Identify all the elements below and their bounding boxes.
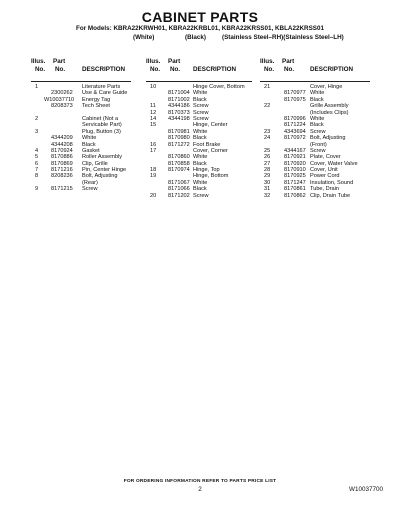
part-number: 4344167 [284,147,306,154]
document-number: W10037700 [349,486,383,493]
part-number: 8170924 [51,147,73,154]
part-description: Insulation, Sound [310,179,354,186]
part-number: 8171224 [284,122,306,129]
part-description: Hinge, Bottom [193,173,229,180]
part-number: 8170920 [284,160,306,167]
illus-number: 5 [35,154,39,161]
part-description: (Includes Clips) [310,109,349,116]
header-rule [146,81,252,82]
header-illus-1: Illus. [260,58,275,65]
illus-number: 6 [35,160,39,167]
part-number: 8171216 [51,167,73,174]
illus-number: 9 [35,186,39,193]
illus-number: 25 [264,147,271,154]
part-number: 8170925 [284,173,306,180]
part-description: Screw [193,109,209,116]
header-illus-2: No. [35,65,46,73]
header-description: DESCRIPTION [310,65,354,73]
part-number: 8170860 [168,154,190,161]
illus-number: 1 [35,84,39,90]
part-description: Black [193,186,207,193]
illus-number: 29 [264,173,271,180]
header-illus-1: Illus. [146,58,161,65]
part-number: 8171067 [168,179,190,186]
parts-rows [260,84,370,199]
illus-number: 11 [150,103,156,110]
part-description: Hinge, Top [193,167,220,174]
part-description: Bolt, Adjusting [82,173,118,180]
part-description: White [193,90,208,97]
illus-number: 24 [264,135,271,142]
part-description: Clip, Grille [82,160,108,167]
illus-number: 27 [264,160,271,167]
illus-number: 8 [35,173,39,180]
illus-number: 12 [150,109,157,116]
part-description: Literature Parts [82,84,121,90]
illus-number: 4 [35,147,39,154]
part-description: Screw [193,115,209,122]
part-number: 8171066 [168,186,190,193]
part-description: Power Cord [310,173,340,180]
illus-number: 32 [264,192,271,199]
parts-column-2 [146,58,252,199]
part-description: Bolt, Adjusting [310,135,346,142]
illus-number: 30 [264,179,271,186]
header-part-2: No. [55,65,66,73]
part-description: (Rear) [82,179,98,186]
header-illus-1: Illus. [31,58,46,65]
part-number: 8170869 [51,160,73,167]
part-description: Tube, Drain [310,186,340,193]
part-description: Black [82,141,96,148]
part-number: 4343694 [284,128,306,135]
part-number: 8170858 [168,160,190,167]
part-description: Cabinet (Not a [82,115,119,122]
illus-number: 16 [150,141,157,148]
part-number: 8170862 [284,192,306,199]
part-description: Use & Care Guide [82,90,128,97]
part-description: White [82,135,97,142]
illus-number: 21 [264,84,271,90]
part-description: Plate, Cover [310,154,341,161]
header-rule [31,81,131,82]
illus-number: 17 [150,147,157,154]
part-description: Cover, Unit [310,167,338,174]
part-number: 8170974 [168,167,190,174]
models-line: For Models: KBRA22KRWH01, KBRA22KRBL01, KBRA22KRSS01, KBLA22KRSS01 [76,25,324,32]
part-description: Hinge, Center [193,122,228,129]
part-number: 2300262 [51,90,73,97]
illus-number: 10 [150,84,157,90]
part-number: 8171004 [168,90,190,97]
part-number: 8208373 [51,103,73,110]
page-number: 2 [198,486,202,493]
table-row [260,193,370,199]
illus-number: 31 [264,186,271,193]
part-description: Tech Sheet [82,103,110,110]
part-description: Screw [193,103,209,110]
part-description: Black [193,160,207,167]
part-number: 8170921 [284,154,306,161]
part-description: White [310,115,325,122]
variant-black: (Black) [185,34,206,41]
part-number: 4344198 [168,115,190,122]
part-description: Pin, Center Hinge [82,167,127,174]
part-number: 8170373 [168,109,190,116]
ordering-note: FOR ORDERING INFORMATION REFER TO PARTS PRICE LIST [123,479,277,484]
part-number: 8171202 [168,192,190,199]
header-illus-2: No. [264,65,275,73]
illus-number: 3 [35,128,39,135]
illus-number: 14 [150,115,157,122]
parts-column-3 [260,58,370,199]
part-number: W10037710 [44,96,75,103]
column-header [31,58,131,80]
part-number: 8171215 [51,186,73,193]
header-part-2: No. [170,65,181,73]
part-number: 8170910 [284,167,306,174]
part-description: Black [193,96,207,103]
part-number: 4344186 [168,103,190,110]
table-row [31,186,131,192]
illus-number: 15 [150,122,157,129]
page-title: CABINET PARTS [141,9,259,25]
part-description: Clip, Drain Tube [310,192,351,199]
part-number: 8170980 [168,135,190,142]
part-description: Screw [310,128,326,135]
illus-number: 18 [150,167,157,174]
header-rule [260,81,370,82]
illus-number: 2 [35,115,39,122]
part-description: Black [310,122,324,129]
part-description: Black [310,96,324,103]
part-description: Grille Assembly [310,103,349,110]
variant-stainless: (Stainless Steel–RH)(Stainless Steel–LH) [222,34,344,41]
part-description: Screw [82,186,98,193]
part-number: 8170886 [51,154,73,161]
column-header [260,58,370,80]
part-description: Servicable Part) [82,122,122,129]
header-description: DESCRIPTION [82,65,126,73]
variant-white: (White) [133,34,155,41]
part-description: White [193,154,208,161]
part-description: Black [193,135,207,142]
header-illus-2: No. [150,65,161,73]
illus-number: 26 [264,154,271,161]
illus-number: 7 [35,167,39,174]
illus-number: 19 [150,173,157,180]
illus-number: 20 [150,192,157,199]
part-description: Energy Tag [82,96,111,103]
parts-column-1 [31,58,131,193]
part-description: Cover, Corner [193,147,228,154]
part-description: Cover, Hinge [310,84,343,90]
part-number: 8170996 [284,115,306,122]
part-number: 8208236 [51,173,73,180]
part-number: 8171247 [284,179,306,186]
part-description: White [193,179,208,186]
part-description: (Front) [310,141,327,148]
parts-rows [31,84,131,193]
part-number: 8170861 [284,186,306,193]
header-part-1: Part [168,58,181,65]
header-part-2: No. [284,65,295,73]
part-number: 4344208 [51,141,73,148]
part-number: 8170975 [284,96,306,103]
part-description: Plug, Button (3) [82,128,121,135]
part-description: Foot Brake [193,141,221,148]
illus-number: 28 [264,167,271,174]
part-description: Hinge Cover, Bottom [193,84,245,90]
parts-rows [146,84,252,199]
illus-number: 23 [264,128,271,135]
part-description: Cover, Water Valve [310,160,358,167]
part-number: 8170977 [284,90,306,97]
table-row [146,193,252,199]
part-number: 4344209 [51,135,73,142]
part-description: Roller Assembly [82,154,123,161]
part-number: 8170972 [284,135,306,142]
part-description: White [310,90,325,97]
part-description: White [193,128,208,135]
header-part-1: Part [53,58,66,65]
illus-number: 22 [264,103,271,110]
column-header [146,58,252,80]
part-description: Screw [193,192,209,199]
part-number: 8171272 [168,141,190,148]
header-description: DESCRIPTION [193,65,237,73]
part-number: 8170981 [168,128,190,135]
part-description: Screw [310,147,326,154]
part-number: 8171002 [168,96,190,103]
part-description: Gasket [82,147,100,154]
header-part-1: Part [282,58,295,65]
